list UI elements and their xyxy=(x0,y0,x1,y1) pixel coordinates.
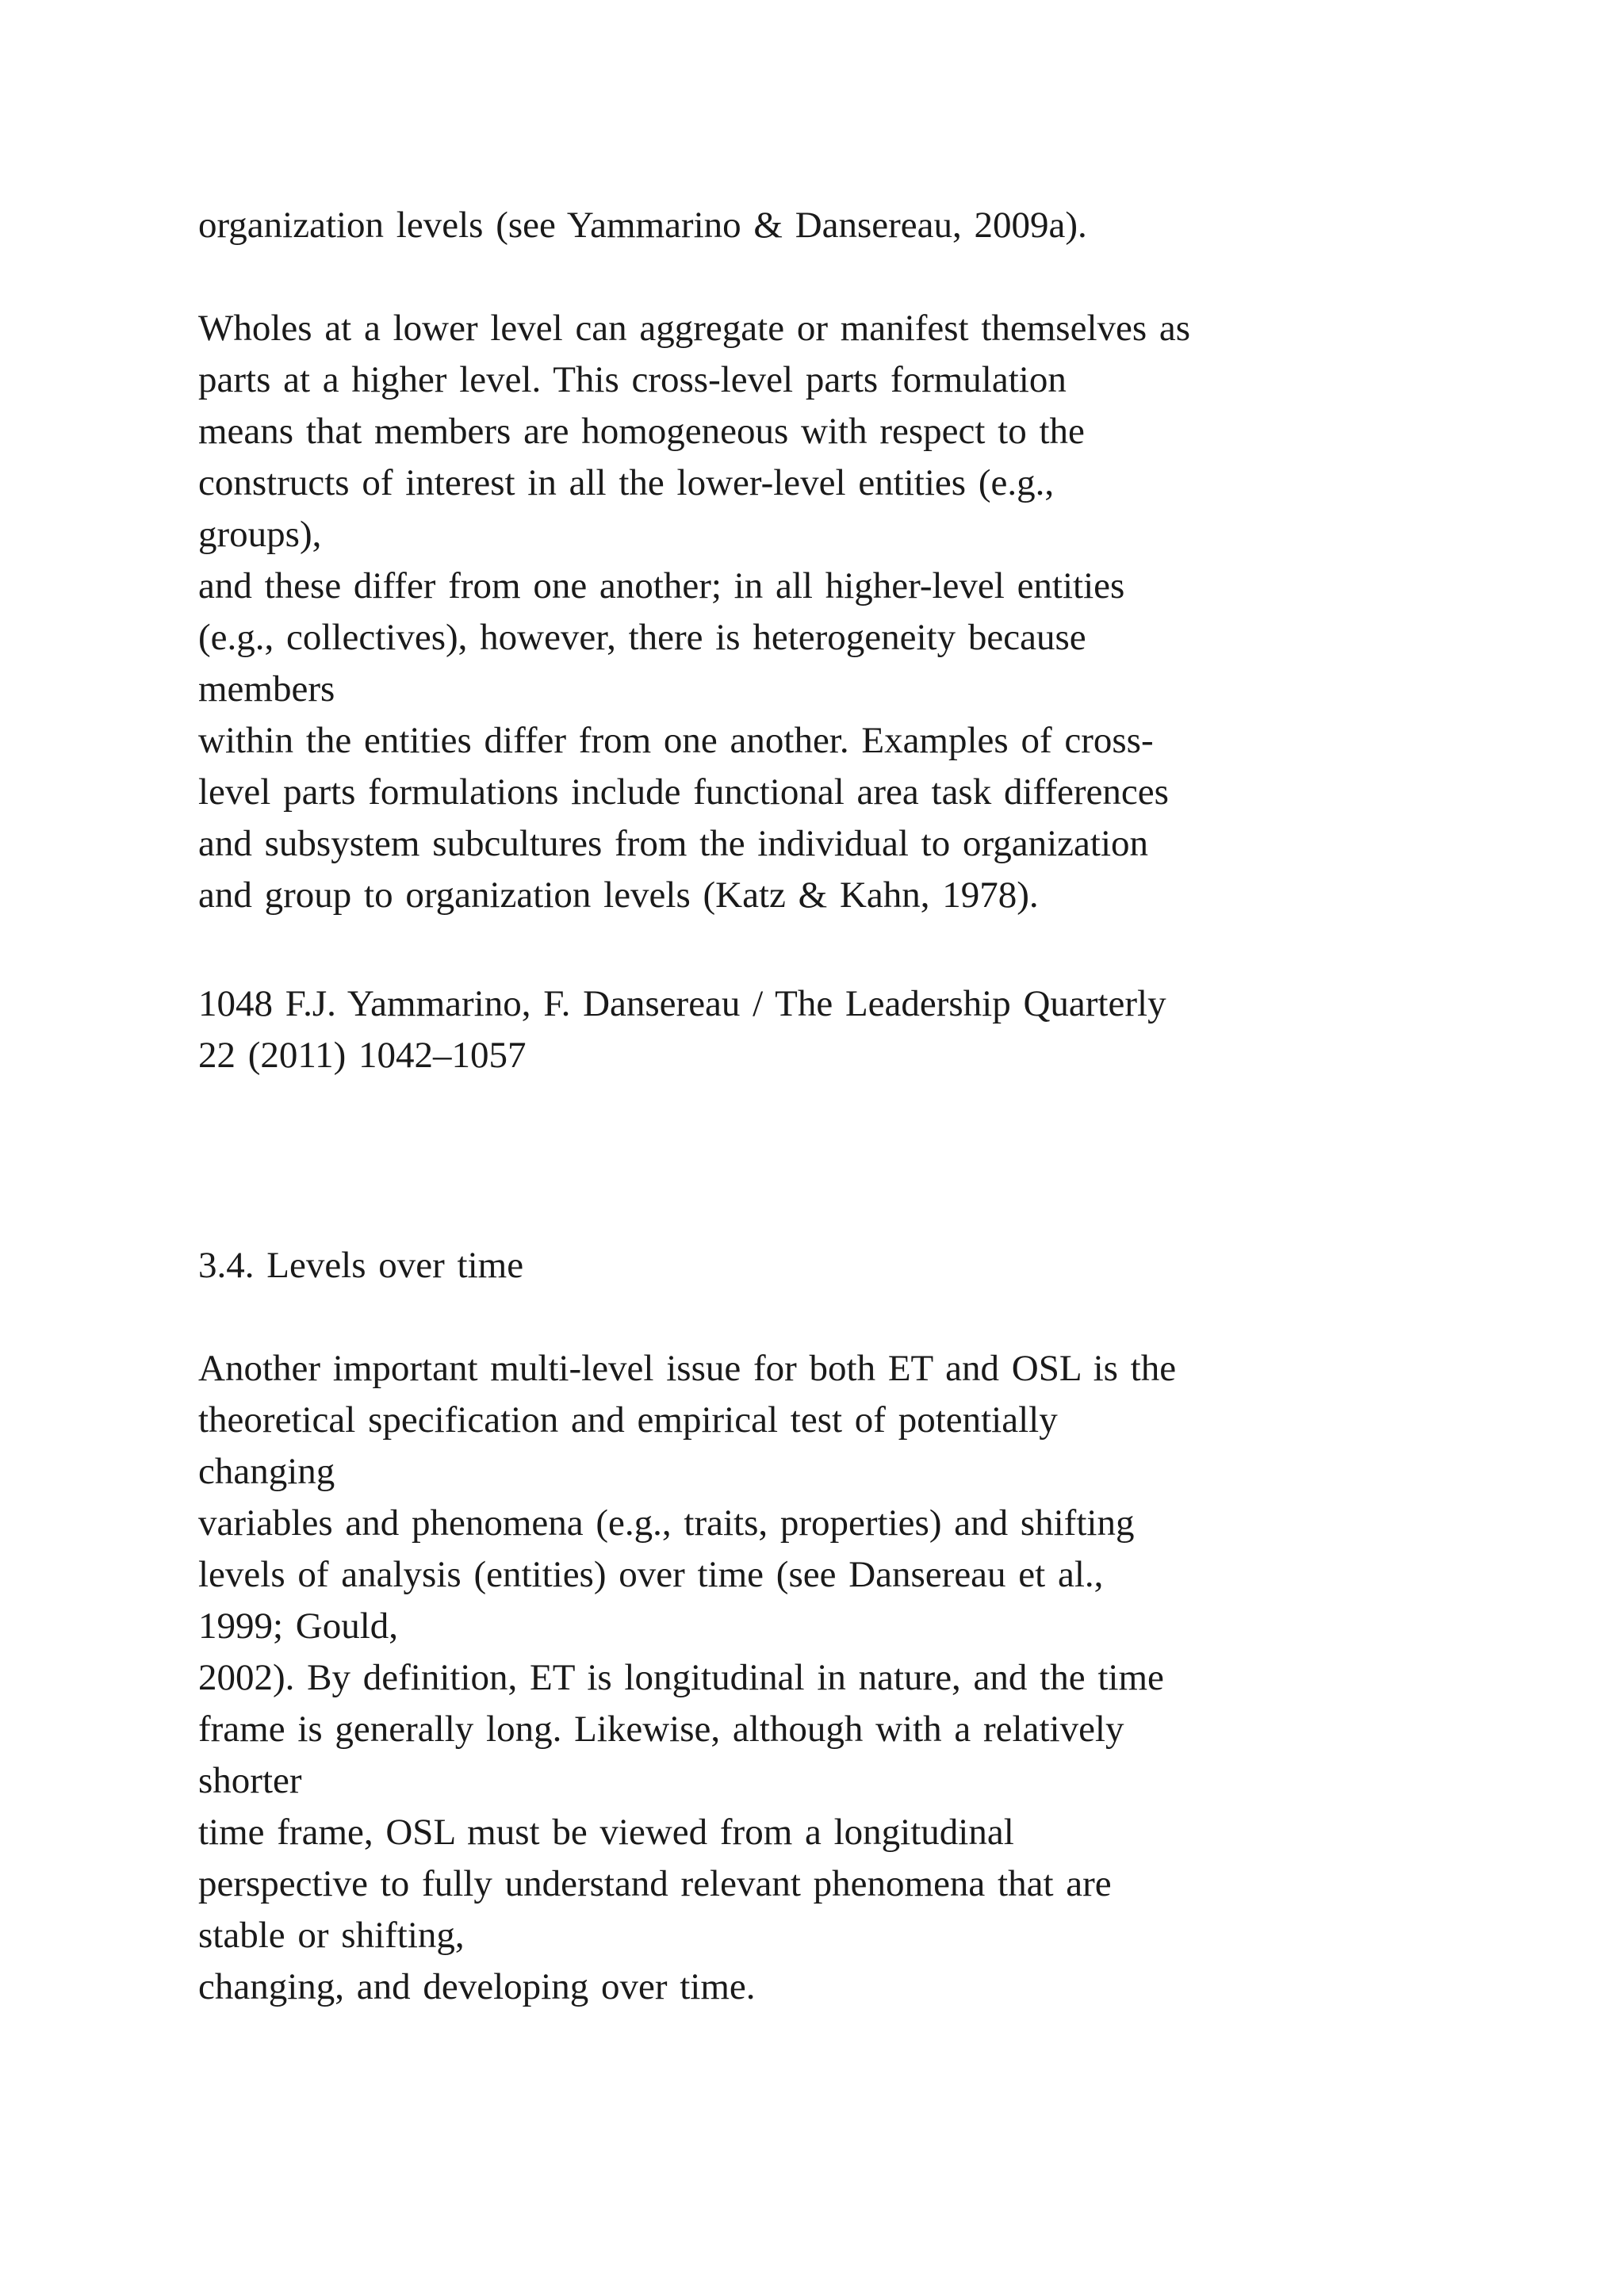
text-line: means that members are homogeneous with respect to the xyxy=(198,411,1085,452)
text-line: organization levels (see Yammarino & Dansereau, 2009a). xyxy=(198,205,1087,246)
text-line: members xyxy=(198,668,335,710)
text-line: Wholes at a lower level can aggregate or manifest themselves as xyxy=(198,308,1191,349)
text-line: variables and phenomena (e.g., traits, properties) and shifting xyxy=(198,1502,1135,1544)
text-line: changing xyxy=(198,1451,335,1492)
running-footer-line: 22 (2011) 1042–1057 xyxy=(198,1035,527,1076)
text-line: time frame, OSL must be viewed from a longitudinal xyxy=(198,1812,1014,1853)
text-line: level parts formulations include functional area task differences xyxy=(198,771,1169,813)
text-line: constructs of interest in all the lower-level entities (e.g., xyxy=(198,462,1055,503)
text-line: and these differ from one another; in all higher-level entities xyxy=(198,565,1125,607)
text-line: theoretical specification and empirical test of potentially xyxy=(198,1399,1058,1441)
text-line: stable or shifting, xyxy=(198,1915,465,1956)
text-line: perspective to fully understand relevant phenomena that are xyxy=(198,1863,1112,1904)
text-line: shorter xyxy=(198,1760,302,1801)
text-line: and subsystem subcultures from the individual to organization xyxy=(198,823,1149,864)
text-line: Another important multi-level issue for both ET and OSL is the xyxy=(198,1348,1177,1389)
text-line: 2002). By definition, ET is longitudinal in nature, and the time xyxy=(198,1657,1164,1698)
text-line: within the entities differ from one another. Examples of cross- xyxy=(198,720,1154,761)
text-line: 1999; Gould, xyxy=(198,1605,399,1647)
section-heading: 3.4. Levels over time xyxy=(198,1245,524,1286)
text-line: and group to organization levels (Katz & Kahn, 1978). xyxy=(198,874,1039,916)
text-line: parts at a higher level. This cross-level parts formulation xyxy=(198,359,1067,400)
text-line: changing, and developing over time. xyxy=(198,1966,756,2007)
text-line: levels of analysis (entities) over time (see Dansereau et al., xyxy=(198,1554,1104,1595)
text-line: frame is generally long. Likewise, although with a relatively xyxy=(198,1709,1124,1750)
text-line: (e.g., collectives), however, there is heterogeneity because xyxy=(198,617,1086,658)
running-footer-line: 1048 F.J. Yammarino, F. Dansereau / The Leadership Quarterly xyxy=(198,983,1166,1024)
text-line: groups), xyxy=(198,514,322,555)
